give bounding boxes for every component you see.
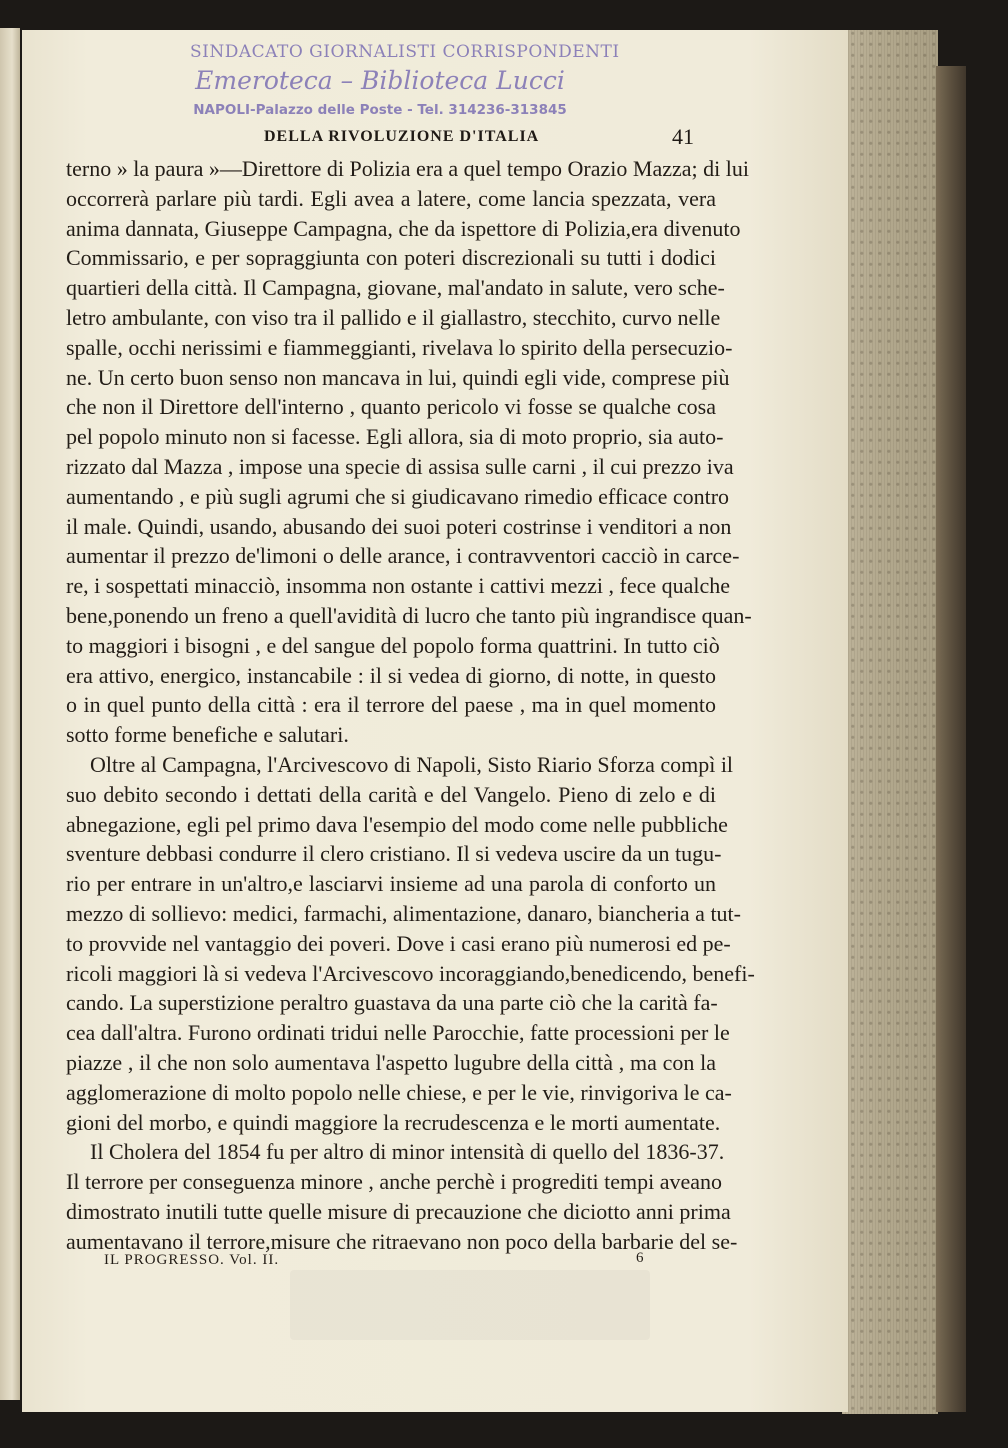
text-line: aumentavano il terrore,misure che ritraevano non poco della barbarie del se- xyxy=(66,1228,738,1254)
text-line: Commissario, e per sopraggiunta con poteri discrezionali su tutti i dodici xyxy=(66,245,716,271)
text-line: che non il Direttore dell'interno , quanto pericolo vi fosse se qualche cosa xyxy=(66,394,716,420)
text-line: agglomerazione di molto popolo nelle chiese, e per le vie, rinvigoriva le ca- xyxy=(66,1079,732,1105)
book-cover-edge xyxy=(936,66,966,1412)
text-line: piazze , il che non solo aumentava l'aspetto lugubre della città , ma con la xyxy=(66,1049,716,1075)
paragraph-start-line: Oltre al Campagna, l'Arcivescovo di Napoli, Sisto Riario Sforza compì il xyxy=(90,751,734,777)
text-line: rio per entrare in un'altro,e lasciarvi insieme ad una parola di conforto un xyxy=(66,871,716,897)
text-line: bene,ponendo un freno a quell'avidità di lucro che tanto più ingrandisce quan- xyxy=(66,602,752,628)
text-line: terno » la paura »—Direttore di Polizia era a quel tempo Orazio Mazza; di lui xyxy=(66,156,749,181)
text-line: il male. Quindi, usando, abusando dei suoi poteri costrinse i venditori a non xyxy=(66,513,732,539)
show-through-stamp xyxy=(290,1270,650,1340)
paragraph-start-line: Il Cholera del 1854 fu per altro di minor intensità di quello del 1836-37. xyxy=(90,1139,725,1165)
running-header: DELLA RIVOLUZIONE D'ITALIA xyxy=(264,128,540,145)
text-line: quartieri della città. Il Campagna, giovane, mal'andato in salute, vero sche- xyxy=(66,275,725,301)
text-line: aumentando , e più sugli agrumi che si giudicavano rimedio efficace contro xyxy=(66,483,730,509)
page-number: 41 xyxy=(672,124,694,149)
text-line: gioni del morbo, e quindi maggiore la recrudescenza e le morti aumentate. xyxy=(66,1109,721,1135)
text-line: to maggiori i bisogni , e del sangue del popolo forma quattrini. In tutto ciò xyxy=(66,632,720,658)
text-line: era attivo, energico, instancabile : il si vedea di giorno, di notte, in questo xyxy=(66,662,716,688)
stamp-line-3: NAPOLI-Palazzo delle Poste - Tel. 314236-313845 xyxy=(193,102,567,118)
footer-book-title: IL PROGRESSO. Vol. II. xyxy=(104,1252,280,1268)
text-line: Il terrore per conseguenza minore , anche perchè i progrediti tempi aveano xyxy=(66,1169,723,1195)
text-line: re, i sospettati minacciò, insomma non ostante i cattivi mezzi , fece qualche xyxy=(66,573,731,599)
text-line: to provvide nel vantaggio dei poveri. Dove i casi erano più numerosi ed pe- xyxy=(66,930,731,956)
signature-mark: 6 xyxy=(636,1250,644,1266)
paragraph-end-line: sotto forme benefiche e salutari. xyxy=(66,722,349,748)
text-line: ne. Un certo buon senso non mancava in lui, quindi egli vide, comprese più xyxy=(66,364,730,390)
text-line: cando. La superstizione peraltro guastava da una parte ciò che la carità fa- xyxy=(66,990,718,1016)
stamp-line-1: SINDACATO GIORNALISTI CORRISPONDENTI xyxy=(190,42,620,62)
text-line: spalle, occhi nerissimi e fiammeggianti, rivelava lo spirito della persecuzio- xyxy=(66,334,733,360)
stamp-line-2: Emeroteca – Biblioteca Lucci xyxy=(195,66,565,95)
text-line: cea dall'altra. Furono ordinati tridui nelle Parocchie, fatte processioni per le xyxy=(66,1020,730,1046)
text-line: o in quel punto della città : era il terrore del paese , ma in quel momento xyxy=(66,692,716,718)
text-line: ricoli maggiori là si vedeva l'Arcivescovo incoraggiando,benedicendo, benefi- xyxy=(66,960,755,986)
text-line: occorrerà parlare più tardi. Egli avea a latere, come lancia spezzata, vera xyxy=(66,185,716,211)
text-line: anima dannata, Giuseppe Campagna, che da ispettore di Polizia,era divenuto xyxy=(66,215,741,241)
text-line: rizzato dal Mazza , impose una specie di assisa sulle carni , il cui prezzo iva xyxy=(66,453,734,479)
text-line: suo debito secondo i dettati della carità e del Vangelo. Pieno di zelo e di xyxy=(66,781,716,807)
text-line: letro ambulante, con viso tra il pallido e il giallastro, stecchito, curvo nelle xyxy=(66,304,721,330)
text-line: sventure debbasi condurre il clero cristiano. Il si vedeva uscire da un tugu- xyxy=(66,841,722,867)
previous-page-edge xyxy=(0,28,20,1400)
text-line: aumentar il prezzo de'limoni o delle arance, i contravventori cacciò in carce- xyxy=(66,543,740,569)
book-page-edges xyxy=(842,30,938,1414)
text-line: dimostrato inutili tutte quelle misure di precauzione che diciotto anni prima xyxy=(66,1198,731,1224)
body-text xyxy=(66,154,755,1256)
text-line: mezzo di sollievo: medici, farmachi, alimentazione, danaro, biancheria a tut- xyxy=(66,900,741,926)
text-line: pel popolo minuto non si facesse. Egli allora, sia di moto proprio, sia auto- xyxy=(66,424,724,450)
library-stamp xyxy=(180,42,620,124)
text-line: abnegazione, egli pel primo dava l'esempio del modo come nelle pubbliche xyxy=(66,811,728,837)
